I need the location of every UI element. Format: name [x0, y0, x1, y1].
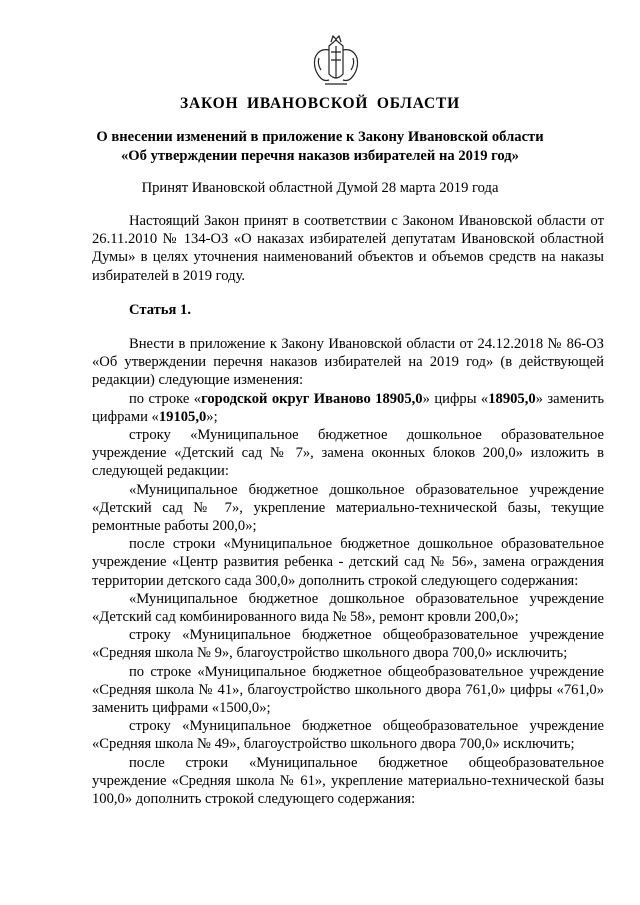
article-paragraph: строку «Муниципальное бюджетное общеобразовательное учреждение «Средняя школа № 49», благоустройство школьного двора 700,0» исключить;	[92, 718, 604, 753]
subtitle-line-2: «Об утверждении перечня наказов избирателей на 2019 год»	[121, 148, 519, 164]
bold-fragment: 18905,0	[488, 390, 536, 407]
bold-fragment: 19105,0	[158, 408, 207, 425]
article-paragraph: строку «Муниципальное бюджетное общеобразовательное учреждение «Средняя школа № 9», благоустройство школьного двора 700,0» исключить;	[92, 627, 604, 662]
article-paragraph: после строки «Муниципальное бюджетное общеобразовательное учреждение «Средняя школа № 61», укрепление материально-технической базы 100,0» дополнить строкой следующего содержания:	[92, 754, 604, 808]
text-fragment: » заменить цифрами «	[92, 390, 604, 425]
article-paragraph: по строке «Муниципальное бюджетное общеобразовательное учреждение «Средняя школа № 41», благоустройство школьного двора 761,0» цифры «761,0» заменить цифрами «1500,0»;	[92, 663, 604, 717]
text-fragment: по строке «	[129, 390, 202, 407]
article-paragraph: «Муниципальное бюджетное дошкольное образовательное учреждение «Детский сад № 7», укрепление материально-технической базы, текущие ремонтные работы 200,0»;	[92, 481, 604, 535]
article-paragraph: строку «Муниципальное бюджетное дошкольное образовательное учреждение «Детский сад № 7», замена оконных блоков 200,0» изложить в следующей редакции:	[92, 427, 604, 480]
text-fragment: »;	[206, 408, 218, 425]
adoption-note: Принят Ивановской областной Думой 28 марта 2019 года	[141, 180, 499, 196]
bold-fragment: городской округ Иваново 18905,0	[201, 390, 423, 407]
law-title: ЗАКОН ИВАНОВСКОЙ ОБЛАСТИ	[180, 95, 460, 112]
article-paragraph: «Муниципальное бюджетное дошкольное образовательное учреждение «Детский сад комбинированного вида № 58», ремонт кровли 200,0»;	[92, 590, 604, 626]
coat-of-arms-icon	[307, 34, 365, 88]
article-paragraph	[92, 390, 604, 426]
article-paragraph: Внести в приложение к Закону Ивановской области от 24.12.2018 № 86-ОЗ «Об утверждении перечня наказов избирателей на 2019 год» (в действующей редакции) следующие изменения:	[92, 336, 604, 389]
article-heading: Статья 1.	[129, 301, 191, 318]
article-paragraph: после строки «Муниципальное бюджетное дошкольное образовательное учреждение «Центр развития ребенка - детский сад № 56», замена ограждения территории детского сада 300,0» дополнить строкой следующего содержания:	[92, 536, 604, 589]
subtitle-line-1: О внесении изменений в приложение к Закону Ивановской области	[96, 129, 544, 145]
intro-paragraph: Настоящий Закон принят в соответствии с Законом Ивановской области от 26.11.2010 № 134-ОЗ «О наказах избирателей депутатам Ивановской областной Думы» в целях уточнения наименований объектов и объемов средств на наказы избирателей в 2019 году.	[92, 213, 604, 284]
text-fragment: » цифры «	[422, 390, 489, 407]
law-subtitle	[60, 128, 580, 166]
law-body	[92, 212, 604, 808]
